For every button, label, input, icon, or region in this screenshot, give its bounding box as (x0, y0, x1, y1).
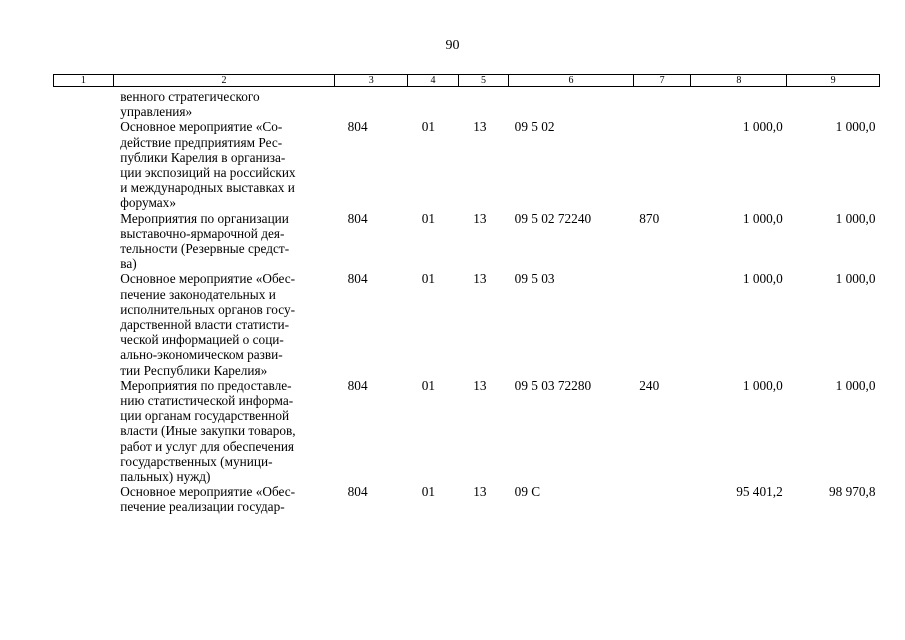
row-amount-9: 1 000,0 (835, 271, 876, 287)
column-header-4: 4 (408, 75, 458, 87)
row-code-5: 13 (473, 377, 487, 393)
row-code-6: 09 5 03 72280 (514, 377, 592, 393)
column-header-7: 7 (633, 75, 691, 87)
row-description: Основное мероприятие «Со- действие предприятиям Рес- публики Карелия в организа- ции экспозиций на российских и международных выставках и форумах» (120, 119, 296, 211)
row-amount-8: 1 000,0 (742, 119, 783, 135)
row-description: Основное мероприятие «Обес- печение законодательных и исполнительных органов госу- дарственной власти статисти- ческой информацией о соци- ально-экономическом разви- тии Республики Карелия» (120, 271, 296, 378)
row-amount-9: 1 000,0 (835, 210, 876, 226)
row-description: Мероприятия по организации выставочно-ярмарочной дея- тельности (Резервные средст- ва) (120, 210, 290, 272)
row-code-6: 09 5 02 72240 (514, 210, 592, 226)
row-code-7 (633, 484, 691, 514)
table-row (54, 484, 880, 514)
row-amount-9: 1 000,0 (835, 377, 876, 393)
row-code-7 (633, 87, 691, 120)
column-header-6: 6 (509, 75, 634, 87)
budget-table (53, 74, 880, 515)
row-code-4: 01 (421, 271, 436, 287)
row-amount-8: 1 000,0 (742, 210, 783, 226)
row-amount-9 (787, 87, 880, 120)
row-code-5: 13 (473, 484, 487, 500)
column-header-2: 2 (113, 75, 334, 87)
row-amount-8: 1 000,0 (742, 377, 783, 393)
table-row (54, 271, 880, 377)
row-description: Мероприятия по предоставле- нию статистической информа- ции органам государственной власти (Иные закупки товаров, работ и услуг для обеспечения государственных (муници- пальных) нужд) (120, 377, 296, 485)
row-code-7: 870 (639, 210, 660, 226)
row-code-4 (408, 87, 458, 120)
row-code-3: 804 (347, 271, 368, 287)
row-code-6: 09 5 03 (514, 271, 555, 287)
row-amount-9: 98 970,8 (828, 484, 876, 500)
row-code-4: 01 (421, 210, 436, 226)
table-row (54, 87, 880, 120)
row-code-7: 240 (639, 377, 660, 393)
row-amount-8: 95 401,2 (736, 484, 783, 500)
row-code-4: 01 (421, 119, 436, 135)
row-description: венного стратегического управления» (120, 89, 260, 120)
row-code-3: 804 (347, 377, 368, 393)
column-header-5: 5 (458, 75, 508, 87)
column-header-1: 1 (54, 75, 114, 87)
column-header-3: 3 (335, 75, 408, 87)
table-row (54, 119, 880, 210)
row-code-5 (458, 87, 508, 120)
row-amount-9: 1 000,0 (835, 119, 876, 135)
column-header-8: 8 (691, 75, 787, 87)
row-code-5: 13 (473, 119, 487, 135)
page-number: 90 (445, 38, 460, 53)
row-code-3: 804 (347, 484, 368, 500)
row-code-4: 01 (421, 484, 436, 500)
row-code-7 (633, 119, 691, 210)
table-row (54, 378, 880, 484)
row-code-5: 13 (473, 271, 487, 287)
table-header-row (54, 75, 880, 87)
row-code-3: 804 (347, 210, 368, 226)
row-code-5: 13 (473, 210, 487, 226)
column-header-9: 9 (787, 75, 880, 87)
row-code-6: 09 5 02 (514, 119, 555, 135)
row-code-6: 09 С (514, 484, 541, 500)
row-code-4: 01 (421, 377, 436, 393)
row-code-6 (509, 87, 634, 120)
row-code-3 (335, 87, 408, 120)
row-code-3: 804 (347, 119, 368, 135)
row-description: Основное мероприятие «Обес- печение реализации государ- (120, 484, 296, 515)
row-amount-8: 1 000,0 (742, 271, 783, 287)
row-amount-8 (691, 87, 787, 120)
table-row (54, 211, 880, 272)
row-code-7 (633, 271, 691, 377)
